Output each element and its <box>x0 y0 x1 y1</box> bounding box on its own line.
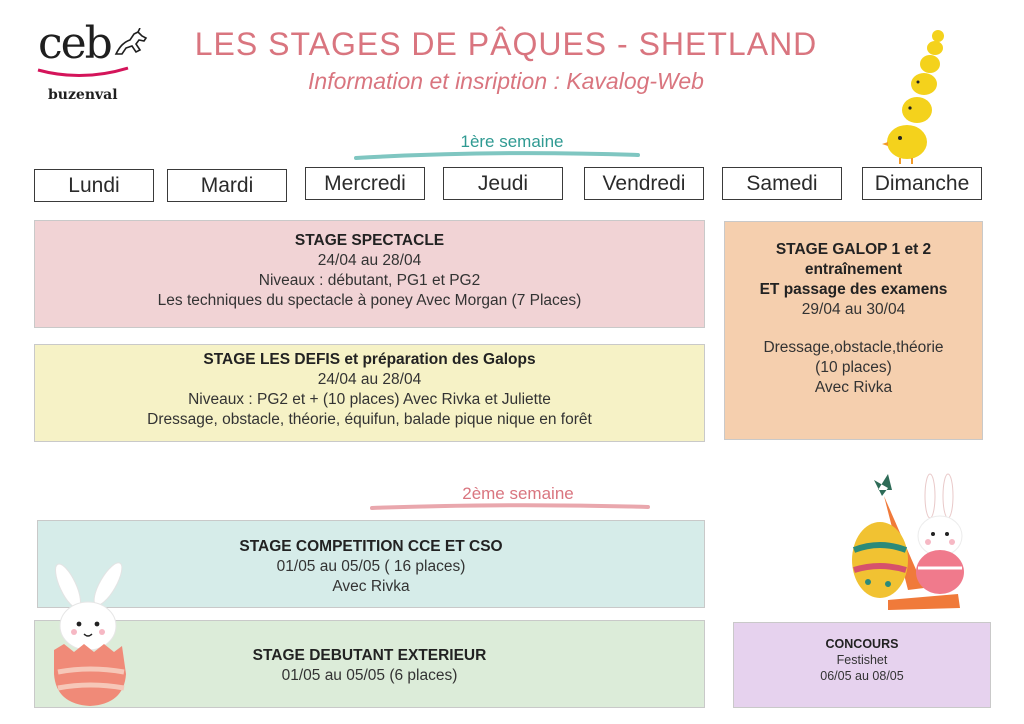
chicks-stack-icon <box>880 26 950 166</box>
stage-competition-title: STAGE COMPETITION CCE ET CSO <box>239 538 503 555</box>
week2-label: 2ème semaine <box>462 484 574 503</box>
week1-underline <box>354 150 640 162</box>
concours-title: CONCOURS <box>825 637 899 651</box>
stage-competition-coach: Avec Rivka <box>332 578 410 595</box>
day-mercredi: Mercredi <box>305 167 425 200</box>
concours-card <box>733 622 991 708</box>
stage-defis-title: STAGE LES DEFIS et préparation des Galops <box>203 351 536 368</box>
page-title: LES STAGES DE PÂQUES - SHETLAND <box>194 26 818 62</box>
stage-debutant-dates: 01/05 au 05/05 (6 places) <box>281 667 458 684</box>
bunny-carrot-egg-icon <box>848 470 986 616</box>
stage-spectacle-dates: 24/04 au 28/04 <box>317 252 422 269</box>
week2-underline <box>370 501 650 513</box>
stage-defis-desc: Dressage, obstacle, théorie, équifun, balade pique nique en forêt <box>147 411 592 428</box>
day-samedi: Samedi <box>722 167 842 200</box>
stage-spectacle-desc: Les techniques du spectacle à poney Avec Morgan (7 Places) <box>157 292 582 309</box>
stage-galop-desc: Dressage,obstacle,théorie <box>763 339 944 356</box>
stage-galop-title-1: STAGE GALOP 1 et 2 <box>775 241 932 258</box>
stage-galop-dates: 29/04 au 30/04 <box>801 301 906 318</box>
logo-subtitle: buzenval <box>48 87 118 103</box>
week1-label: 1ère semaine <box>460 132 564 151</box>
day-lundi: Lundi <box>34 169 154 202</box>
logo-swoosh-icon <box>36 66 130 80</box>
day-jeudi: Jeudi <box>443 167 563 200</box>
stage-spectacle-levels: Niveaux : débutant, PG1 et PG2 <box>258 272 481 289</box>
stage-competition-dates: 01/05 au 05/05 ( 16 places) <box>276 558 466 575</box>
stage-galop-places: (10 places) <box>815 359 892 376</box>
stage-defis-dates: 24/04 au 28/04 <box>317 371 422 388</box>
logo-ceb: ceb <box>38 18 111 69</box>
stage-competition-card <box>37 520 705 608</box>
concours-dates: 06/05 au 08/05 <box>820 669 904 683</box>
stage-galop-card <box>724 221 983 440</box>
day-dimanche: Dimanche <box>862 167 982 200</box>
stage-debutant-title: STAGE DEBUTANT EXTERIEUR <box>252 647 487 664</box>
bunny-egg-icon <box>44 562 136 710</box>
stage-spectacle-card <box>34 220 705 328</box>
stage-galop-coach: Avec Rivka <box>814 379 893 396</box>
concours-name: Festishet <box>836 653 888 667</box>
stage-spectacle-title: STAGE SPECTACLE <box>294 232 445 249</box>
stage-defis-levels: Niveaux : PG2 et + (10 places) Avec Rivka et Juliette <box>188 391 551 408</box>
day-mardi: Mardi <box>167 169 287 202</box>
day-vendredi: Vendredi <box>584 167 704 200</box>
horse-logo-icon <box>112 28 150 60</box>
stage-galop-title-2: entraînement <box>804 261 903 278</box>
stage-galop-title-3: ET passage des examens <box>759 281 948 298</box>
page-subtitle: Information et insription : Kavalog-Web <box>308 68 704 94</box>
stage-defis-card <box>34 344 705 442</box>
